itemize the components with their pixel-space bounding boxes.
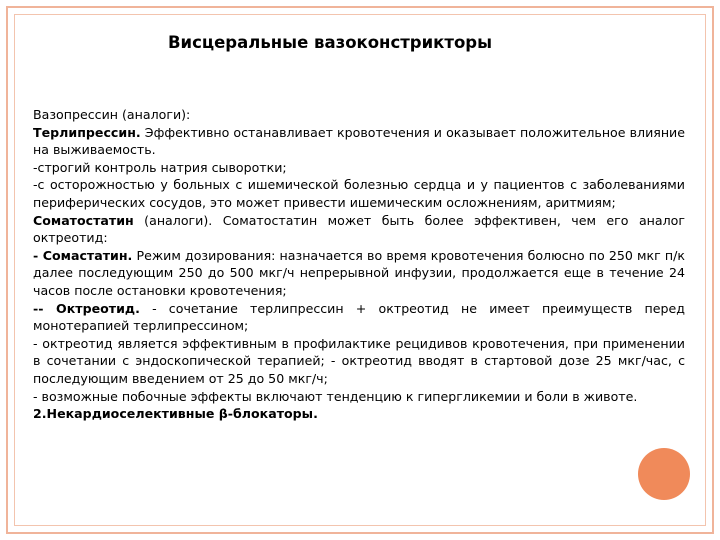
- paragraph-somatostatin: Соматостатин (аналоги). Соматостатин может быть более эффективен, чем его аналог октреотид:: [33, 212, 685, 246]
- paragraph-octreotide: -- Октреотид. - сочетание терлипрессин + октреотид не имеет преимуществ перед монотерапией терлипрессином;: [33, 300, 685, 334]
- paragraph-terlipressin: Терлипрессин. Эффективно останавливает кровотечения и оказывает положительное влияние на выживаемость.: [33, 124, 685, 158]
- paragraph-vasopressin: Вазопрессин (аналоги):: [33, 107, 191, 122]
- decorative-circle: [638, 448, 690, 500]
- paragraph-beta-blockers: 2.Некардиоселективные β-блокаторы.: [33, 406, 318, 422]
- paragraph-side-effects: - возможные побочные эффекты включают тенденцию к гипергликемии и боли в животе.: [33, 388, 638, 404]
- slide-body: [33, 106, 685, 423]
- paragraph-octreotide-prophylaxis: - октреотид является эффективным в профилактике рецидивов кровотечения, при применении в сочетании с эндоскопической терапией; - октреотид вводят в стартовой дозе 25 мкг/час, с последующим введением от 25 до 50 мкг/ч;: [33, 335, 685, 386]
- paragraph-somastatin-dosing: - Сомастатин. Режим дозирования: назначается во время кровотечения болюсно по 250 мкг п/к далее последующим 250 до 500 мкг/ч непрерывной инфузии, продолжается еще в течение 24 часов после остановки кровотечения;: [33, 247, 685, 298]
- slide-title: Висцеральные вазоконстрикторы: [167, 33, 493, 52]
- paragraph-caution: -с осторожностью у больных с ишемической болезнью сердца и у пациентов с заболеваниями периферических сосудов, это может привести ишемическим осложнениям, аритмиям;: [33, 177, 685, 210]
- paragraph-sodium-control: -строгий контроль натрия сыворотки;: [33, 159, 287, 175]
